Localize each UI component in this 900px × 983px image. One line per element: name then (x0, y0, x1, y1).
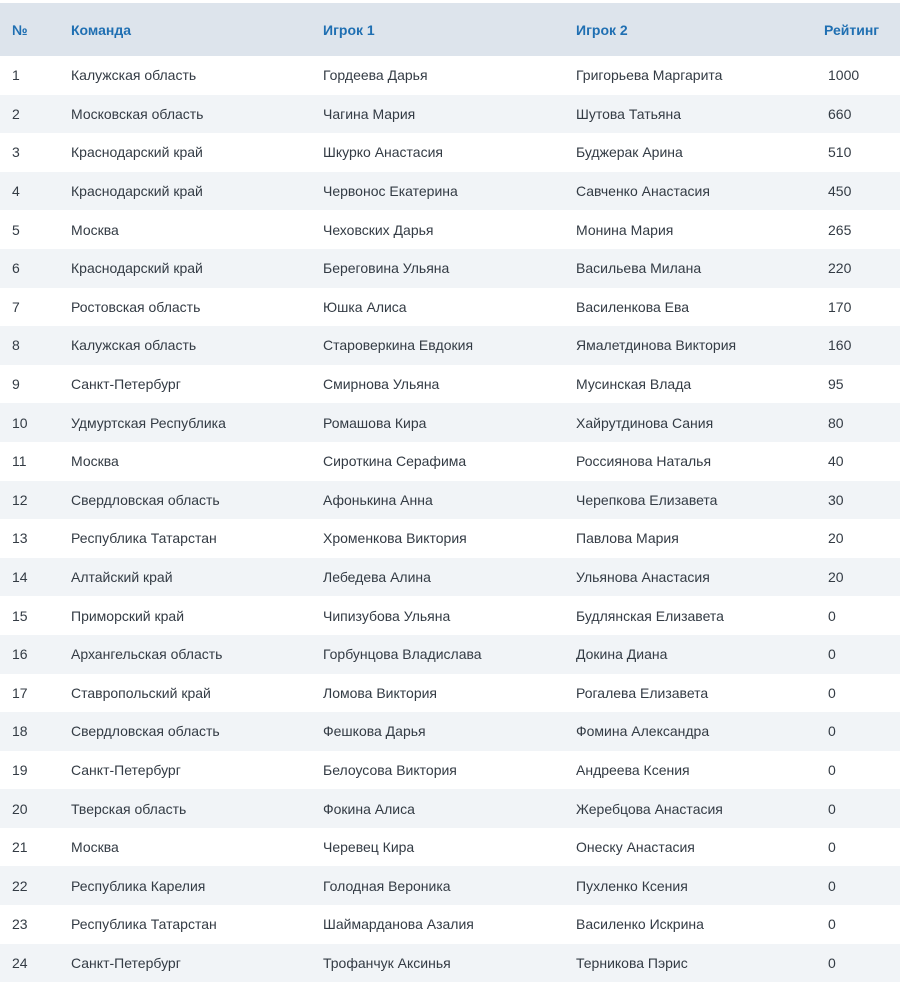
table-row (0, 558, 900, 597)
cell-player-2: Докина Диана (576, 646, 668, 663)
table-row (0, 365, 900, 404)
table-row (0, 944, 900, 983)
cell-rating: 0 (828, 877, 836, 894)
cell-player-1: Чагина Мария (323, 105, 416, 122)
table-row (0, 442, 900, 481)
cell-rating: 170 (828, 298, 852, 315)
cell-player-2: Савченко Анастасия (576, 183, 710, 200)
cell-rating: 0 (828, 761, 836, 778)
cell-player-1: Юшка Алиса (323, 298, 407, 315)
cell-player-1: Афонькина Анна (323, 491, 433, 508)
cell-rating: 160 (828, 337, 852, 354)
column-header-number[interactable]: № (12, 21, 28, 38)
cell-player-1: Белоусова Виктория (323, 761, 457, 778)
table-row (0, 828, 900, 867)
cell-team: Санкт-Петербург (71, 954, 181, 971)
cell-team: Ставропольский край (71, 684, 211, 701)
cell-rating: 0 (828, 839, 836, 856)
cell-team: Свердловская область (71, 723, 220, 740)
cell-player-2: Василенко Искрина (576, 916, 704, 933)
header-row (0, 3, 900, 56)
cell-rating: 0 (828, 684, 836, 701)
table-row (0, 674, 900, 713)
cell-rating: 660 (828, 105, 852, 122)
cell-player-1: Ломова Виктория (323, 684, 438, 701)
cell-number: 11 (12, 453, 27, 470)
cell-player-1: Смирнова Ульяна (323, 376, 440, 393)
cell-number: 5 (12, 221, 20, 238)
cell-number: 7 (12, 298, 20, 315)
cell-rating: 0 (828, 954, 836, 971)
cell-rating: 1000 (828, 67, 860, 84)
table-row (0, 712, 900, 751)
cell-player-2: Григорьева Маргарита (576, 67, 723, 84)
cell-player-2: Пухленко Ксения (576, 877, 688, 894)
cell-number: 6 (12, 260, 20, 277)
cell-team: Ростовская область (71, 298, 201, 315)
cell-rating: 95 (828, 376, 844, 393)
cell-team: Архангельская область (71, 646, 223, 663)
cell-player-2: Шутова Татьяна (576, 105, 682, 122)
cell-player-2: Ямалетдинова Виктория (576, 337, 737, 354)
cell-number: 15 (12, 607, 28, 624)
cell-player-1: Червонос Екатерина (323, 183, 458, 200)
cell-team: Санкт-Петербург (71, 761, 181, 778)
cell-rating: 0 (828, 916, 836, 933)
table-row (0, 519, 900, 558)
cell-team: Алтайский край (71, 569, 173, 586)
cell-team: Республика Карелия (71, 877, 206, 894)
cell-team: Санкт-Петербург (71, 376, 181, 393)
cell-player-1: Староверкина Евдокия (323, 337, 474, 354)
cell-player-2: Онеску Анастасия (576, 839, 695, 856)
cell-rating: 20 (828, 569, 844, 586)
cell-number: 16 (12, 646, 28, 663)
table-row (0, 789, 900, 828)
cell-rating: 0 (828, 607, 836, 624)
cell-rating: 510 (828, 144, 852, 161)
table-row (0, 905, 900, 944)
cell-team: Удмуртская Республика (71, 414, 226, 431)
cell-number: 23 (12, 916, 28, 933)
cell-player-1: Береговина Ульяна (323, 260, 450, 277)
rating-table (0, 3, 900, 982)
cell-player-1: Гордеева Дарья (323, 67, 428, 84)
cell-rating: 220 (828, 260, 852, 277)
table-row (0, 210, 900, 249)
cell-number: 20 (12, 800, 28, 817)
cell-rating: 80 (828, 414, 844, 431)
cell-player-1: Трофанчук Аксинья (323, 954, 451, 971)
cell-number: 24 (12, 954, 28, 971)
cell-number: 22 (12, 877, 28, 894)
table-row (0, 172, 900, 211)
table-row (0, 288, 900, 327)
cell-number: 13 (12, 530, 28, 547)
table-row (0, 95, 900, 134)
cell-number: 10 (12, 414, 28, 431)
cell-player-2: Жеребцова Анастасия (576, 800, 723, 817)
cell-number: 4 (12, 183, 20, 200)
cell-number: 9 (12, 376, 20, 393)
cell-player-2: Василенкова Ева (576, 298, 690, 315)
table-row (0, 326, 900, 365)
column-header-rating[interactable]: Рейтинг (824, 21, 880, 38)
cell-player-2: Монина Мария (576, 221, 674, 238)
column-header-team[interactable]: Команда (71, 21, 131, 38)
cell-team: Калужская область (71, 67, 197, 84)
cell-team: Краснодарский край (71, 260, 203, 277)
cell-number: 19 (12, 761, 28, 778)
cell-player-1: Фокина Алиса (323, 800, 415, 817)
cell-player-1: Лебедева Алина (323, 569, 431, 586)
cell-team: Тверская область (71, 800, 187, 817)
cell-team: Москва (71, 839, 119, 856)
cell-number: 3 (12, 144, 20, 161)
cell-team: Калужская область (71, 337, 197, 354)
cell-player-1: Фешкова Дарья (323, 723, 426, 740)
cell-player-2: Буджерак Арина (576, 144, 683, 161)
cell-player-2: Мусинская Влада (576, 376, 692, 393)
cell-player-2: Терникова Пэрис (576, 954, 688, 971)
cell-player-2: Черепкова Елизавета (576, 491, 718, 508)
table-body (0, 56, 900, 982)
cell-team: Приморский край (71, 607, 185, 624)
cell-player-1: Чипизубова Ульяна (323, 607, 451, 624)
cell-player-2: Хайрутдинова Сания (576, 414, 714, 431)
cell-player-2: Андреева Ксения (576, 761, 690, 778)
cell-rating: 265 (828, 221, 852, 238)
cell-team: Краснодарский край (71, 144, 203, 161)
cell-team: Москва (71, 453, 119, 470)
table-row (0, 249, 900, 288)
cell-player-1: Хроменкова Виктория (323, 530, 467, 547)
cell-rating: 30 (828, 491, 844, 508)
cell-player-2: Васильева Милана (576, 260, 702, 277)
cell-team: Республика Татарстан (71, 916, 217, 933)
table-row (0, 133, 900, 172)
table-row (0, 596, 900, 635)
cell-rating: 450 (828, 183, 852, 200)
table-row (0, 481, 900, 520)
cell-player-2: Павлова Мария (576, 530, 679, 547)
table-row (0, 635, 900, 674)
cell-player-1: Черевец Кира (323, 839, 415, 856)
cell-number: 21 (12, 839, 28, 856)
cell-player-1: Шаймарданова Азалия (323, 916, 474, 933)
cell-rating: 40 (828, 453, 844, 470)
cell-player-1: Шкурко Анастасия (323, 144, 443, 161)
table-row (0, 403, 900, 442)
cell-number: 12 (12, 491, 28, 508)
cell-player-2: Ульянова Анастасия (576, 569, 710, 586)
cell-player-1: Сироткина Серафима (323, 453, 467, 470)
cell-player-1: Горбунцова Владислава (323, 646, 482, 663)
table-header (0, 3, 900, 56)
cell-player-1: Чеховских Дарья (323, 221, 434, 238)
cell-team: Краснодарский край (71, 183, 203, 200)
cell-number: 1 (12, 67, 20, 84)
cell-player-1: Ромашова Кира (323, 414, 427, 431)
cell-number: 14 (12, 569, 28, 586)
cell-team: Москва (71, 221, 119, 238)
cell-player-2: Фомина Александра (576, 723, 710, 740)
cell-player-2: Рогалева Елизавета (576, 684, 709, 701)
cell-player-1: Голодная Вероника (323, 877, 451, 894)
table-row (0, 866, 900, 905)
table-row (0, 56, 900, 95)
cell-team: Республика Татарстан (71, 530, 217, 547)
column-header-player-2[interactable]: Игрок 2 (576, 21, 628, 38)
cell-number: 8 (12, 337, 20, 354)
cell-team: Московская область (71, 105, 204, 122)
table-row (0, 751, 900, 790)
cell-rating: 0 (828, 800, 836, 817)
column-header-player-1[interactable]: Игрок 1 (323, 21, 375, 38)
cell-rating: 0 (828, 646, 836, 663)
cell-team: Свердловская область (71, 491, 220, 508)
cell-number: 2 (12, 105, 20, 122)
cell-player-2: Будлянская Елизавета (576, 607, 724, 624)
cell-rating: 20 (828, 530, 844, 547)
cell-rating: 0 (828, 723, 836, 740)
cell-number: 18 (12, 723, 28, 740)
cell-number: 17 (12, 684, 28, 701)
cell-player-2: Россиянова Наталья (576, 453, 712, 470)
